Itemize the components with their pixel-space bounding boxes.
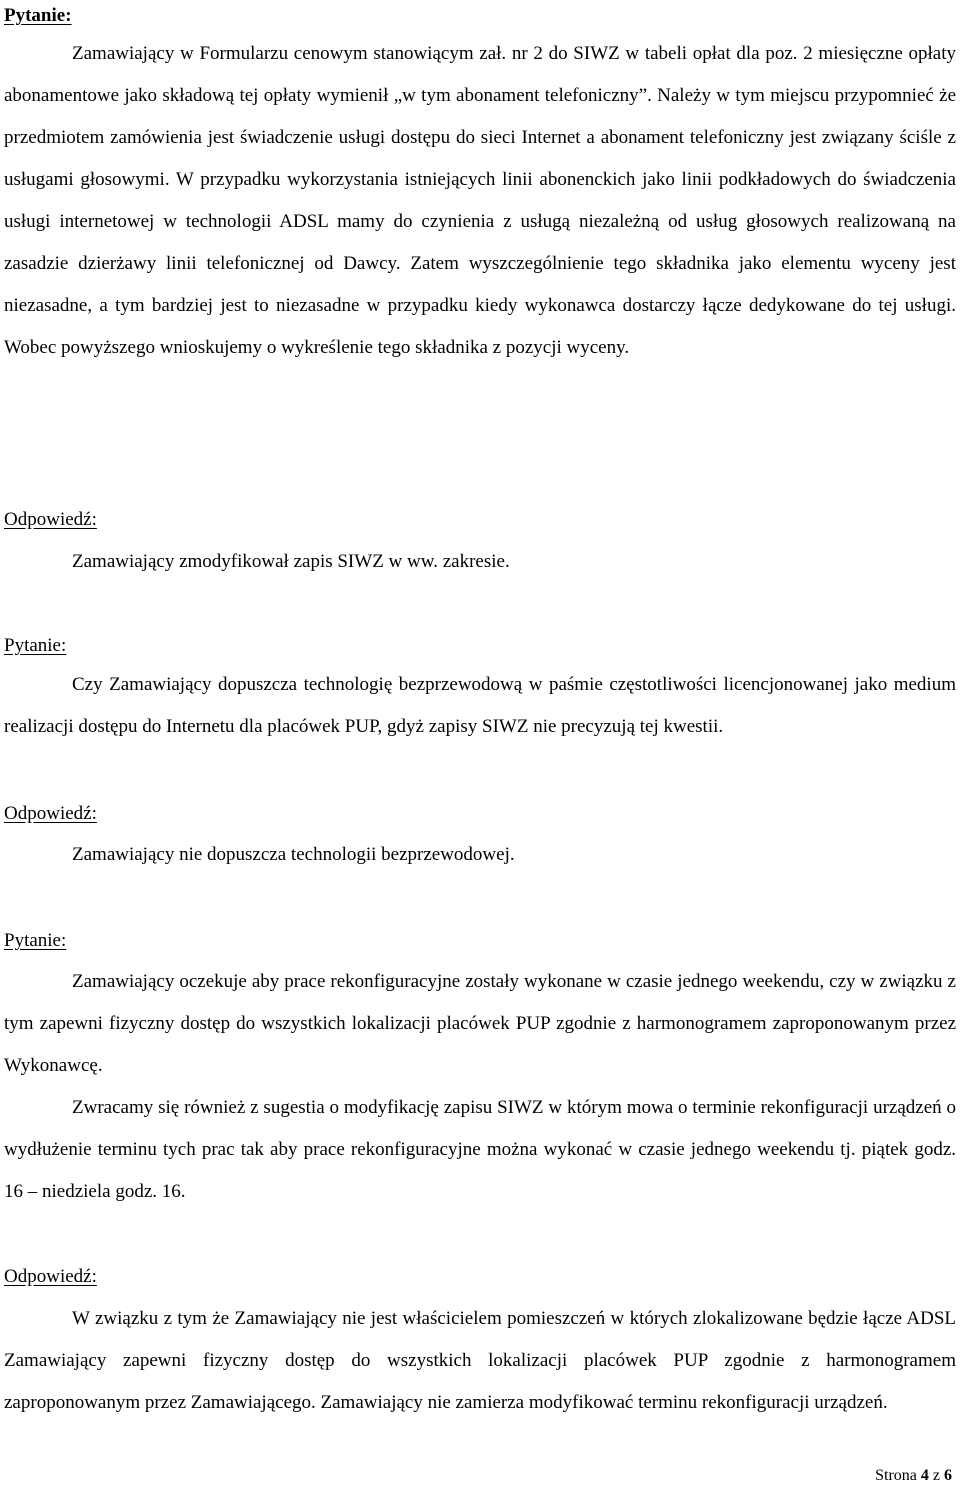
question-heading: Pytanie: <box>4 5 72 26</box>
answer-heading: Odpowiedź: <box>4 509 97 530</box>
question-heading: Pytanie: <box>4 930 67 951</box>
answer-text: W związku z tym że Zamawiający nie jest właścicielem pomieszczeń w których zlokalizowane będzie łącze ADSL Zamawiający zapewni fizyczny dostęp do wszystkich lokalizacji placówek PUP zgodnie z harmonogramem zaproponowanym przez Zamawiającego. Zamawiający nie zamierza modyfikować terminu rekonfiguracji urządzeń. <box>4 1308 956 1413</box>
question-text: Zamawiający oczekuje aby prace rekonfiguracyjne zostały wykonane w czasie jednego weekendu, czy w związku z tym zapewni fizyczny dostęp do wszystkich lokalizacji placówek PUP zgodnie z harmonogramem zaproponowanym przez Wykonawcę. <box>4 971 956 1076</box>
page-separator: z <box>932 1467 940 1484</box>
answer-heading: Odpowiedź: <box>4 1266 97 1287</box>
page-current: 4 <box>920 1467 929 1484</box>
answer-text: Zamawiający nie dopuszcza technologii bezprzewodowej. <box>72 844 515 865</box>
question-text: Zamawiający w Formularzu cenowym stanowiącym zał. nr 2 do SIWZ w tabeli opłat dla poz. 2 miesięczne opłaty abonamentowe jako składową tej opłaty wymienił „w tym abonament telefoniczny”. Należy w tym miejscu przypomnieć że przedmiotem zamówienia jest świadczenie usługi dostępu do sieci Internet a abonament telefoniczny jest związany ściśle z usługami głosowymi. W przypadku wykorzystania istniejących linii abonenckich jako linii podkładowych do świadczenia usługi internetowej w technologii ADSL mamy do czynienia z usługą niezależną od usług głosowych realizowaną na zasadzie dzierżawy linii telefonicznej od Dawcy. Zatem wyszczególnienie tego składnika jako elementu wyceny jest niezasadne, a tym bardziej jest to niezasadne w przypadku kiedy wykonawca dostarczy łącze dedykowane do tej usługi. Wobec powyższego wnioskujemy o wykreślenie tego składnika z pozycji wyceny. <box>4 43 956 358</box>
answer-text: Zamawiający zmodyfikował zapis SIWZ w ww. zakresie. <box>72 551 510 572</box>
page-number <box>875 1466 952 1486</box>
question-heading: Pytanie: <box>4 635 67 656</box>
page-word: Strona <box>875 1467 917 1484</box>
question-text: Czy Zamawiający dopuszcza technologię bezprzewodową w paśmie częstotliwości licencjonowanej jako medium realizacji dostępu do Internetu dla placówek PUP, gdyż zapisy SIWZ nie precyzują tej kwestii. <box>4 674 956 737</box>
page-total: 6 <box>944 1467 952 1484</box>
question-text: Zwracamy się również z sugestia o modyfikację zapisu SIWZ w którym mowa o terminie rekonfiguracji urządzeń o wydłużenie terminu tych prac tak aby prace rekonfiguracyjne można wykonać w czasie jednego weekendu tj. piątek godz. 16 – niedziela godz. 16. <box>4 1097 956 1202</box>
answer-heading: Odpowiedź: <box>4 803 97 824</box>
